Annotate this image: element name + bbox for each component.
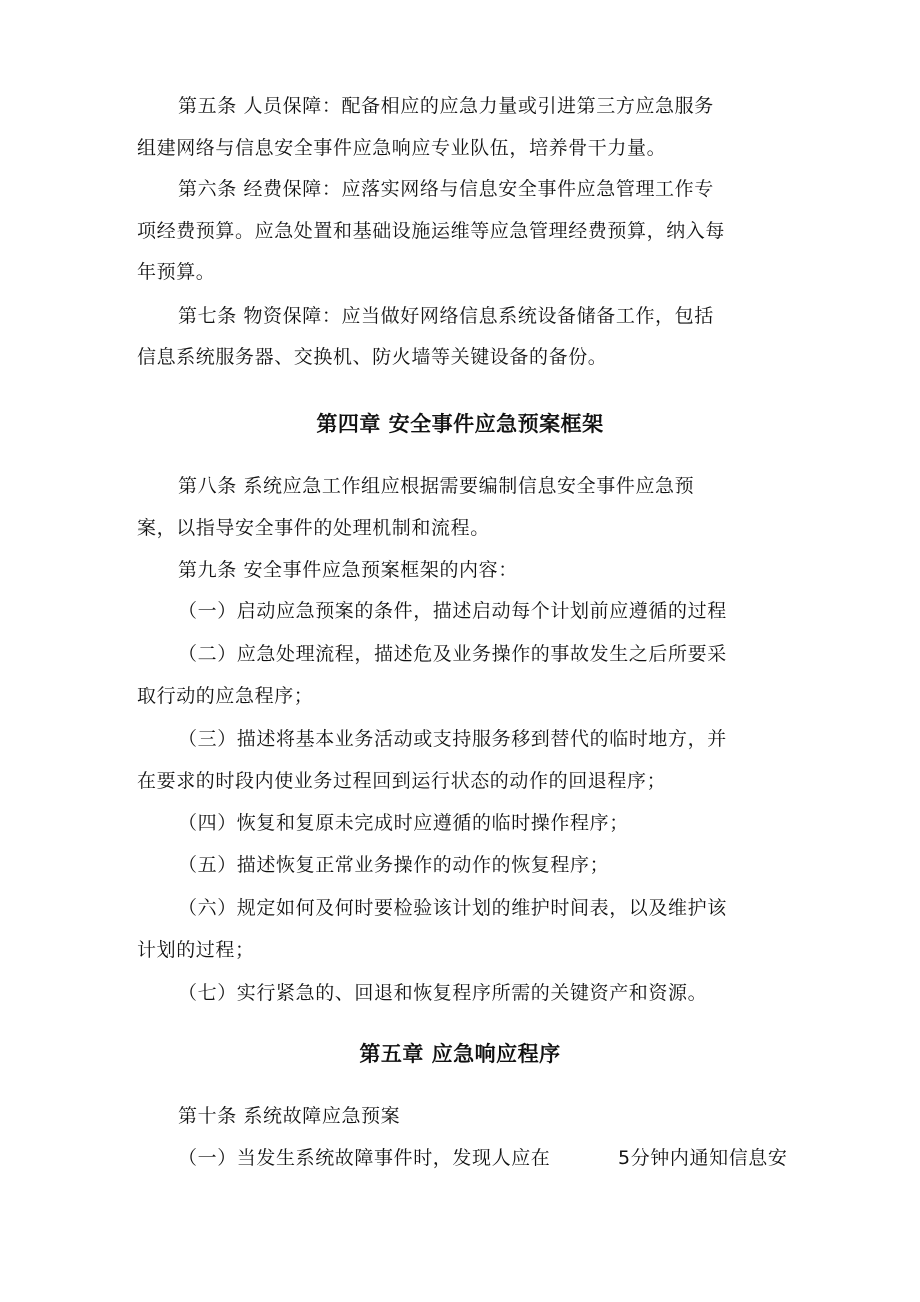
article-9-item-1: （一）启动应急预案的条件，描述启动每个计划前应遵循的过程 [178,600,727,622]
article-9-item-3-line-2: 在要求的时段内使业务过程回到运行状态的动作的回退程序； [137,770,667,792]
article-9-item-4: （四）恢复和复原未完成时应遵循的临时操作程序； [178,812,629,834]
article-10-line-1: 第十条 系统故障应急预案 [178,1105,401,1127]
article-5-line-1: 第五条 人员保障：配备相应的应急力量或引进第三方应急服务 [178,95,714,117]
article-10-item-1-part-1: （一）当发生系统故障事件时，发现人应在 [178,1147,551,1169]
article-6-line-3: 年预算。 [137,261,216,283]
chapter-5-title: 第五章 应急响应程序 [359,1042,561,1066]
chapter-4-title: 第四章 安全事件应急预案框架 [316,412,604,436]
article-9-item-5: （五）描述恢复正常业务操作的动作的恢复程序； [178,854,610,876]
article-6-line-1: 第六条 经费保障：应落实网络与信息安全事件应急管理工作专 [178,178,714,200]
article-10-item-1-part-2: 5分钟内通知信息安 [618,1147,788,1169]
article-5-line-2: 组建网络与信息安全事件应急响应专业队伍，培养骨干力量。 [137,137,667,159]
article-7-line-1: 第七条 物资保障：应当做好网络信息系统设备储备工作，包括 [178,305,714,327]
article-9-item-2-line-1: （二）应急处理流程，描述危及业务操作的事故发生之后所要采 [178,643,727,665]
article-8-line-1: 第八条 系统应急工作组应根据需要编制信息安全事件应急预 [178,475,695,497]
article-7-line-2: 信息系统服务器、交换机、防火墙等关键设备的备份。 [137,346,608,368]
article-6-line-2: 项经费预算。应急处置和基础设施运维等应急管理经费预算，纳入每 [137,220,726,242]
article-9-item-3-line-1: （三）描述将基本业务活动或支持服务移到替代的临时地方，并 [178,728,727,750]
article-8-line-2: 案，以指导安全事件的处理机制和流程。 [137,517,490,539]
article-9-line-1: 第九条 安全事件应急预案框架的内容： [178,559,518,581]
article-9-item-2-line-2: 取行动的应急程序； [137,685,314,707]
article-9-item-6-line-2: 计划的过程； [137,939,255,961]
article-9-item-6-line-1: （六）规定如何及何时要检验该计划的维护时间表，以及维护该 [178,897,727,919]
article-9-item-7: （七）实行紧急的、回退和恢复程序所需的关键资产和资源。 [178,982,708,1004]
